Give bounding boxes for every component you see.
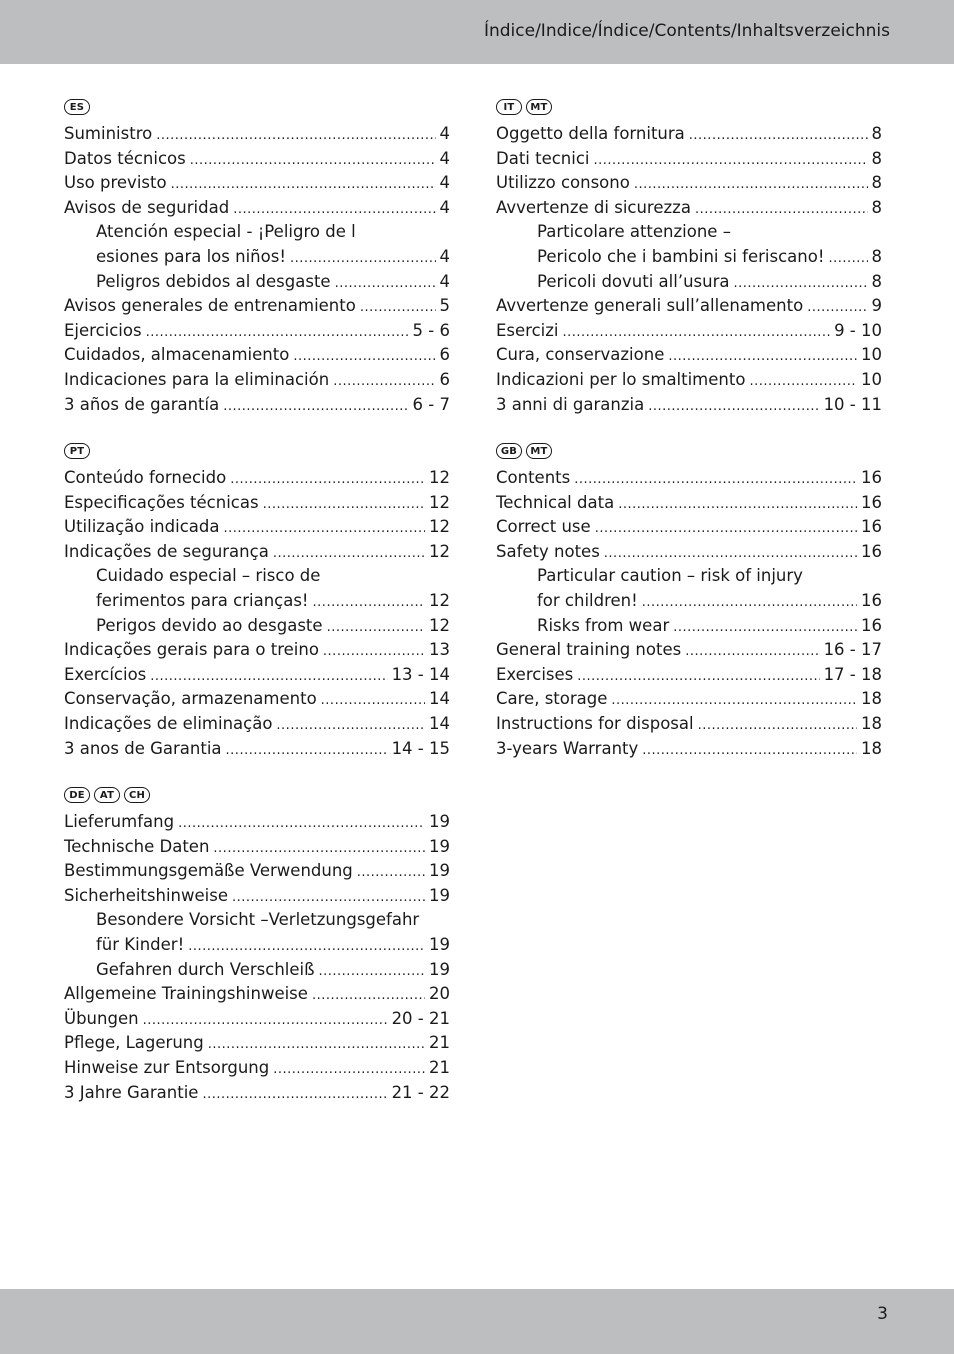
toc-entry[interactable]: 3 anni di garanzia ..... 10 - 11 (496, 395, 882, 420)
toc-entry[interactable]: Correct use ..... 16 (496, 517, 882, 542)
toc-entry[interactable]: Avvertenze di sicurezza ..... 8 (496, 198, 882, 223)
toc-entry[interactable]: Technische Daten ..... 19 (64, 837, 450, 862)
language-badge-mt: MT (526, 99, 552, 115)
toc-entry[interactable]: Safety notes ..... 16 (496, 542, 882, 567)
toc-subentry[interactable]: for children! ..... 16 (496, 591, 882, 616)
language-badge-pt: PT (64, 443, 90, 459)
language-badge-ch: CH (124, 787, 150, 803)
toc-entry[interactable]: Technical data ..... 16 (496, 493, 882, 518)
toc-entry[interactable]: Indicações de eliminação ..... 14 (64, 714, 450, 739)
toc-entry[interactable]: Indicazioni per lo smaltimento ..... 10 (496, 370, 882, 395)
toc-subentry[interactable]: esiones para los niños! ..... 4 (64, 247, 450, 272)
toc-entry[interactable]: Esercizi ..... 9 - 10 (496, 321, 882, 346)
language-badge-it: IT (496, 99, 522, 115)
toc-entry[interactable]: Ejercicios ..... 5 - 6 (64, 321, 450, 346)
toc-entry[interactable]: Indicações de segurança ..... 12 (64, 542, 450, 567)
toc-entry[interactable]: Care, storage ..... 18 (496, 689, 882, 714)
page-title: Índice/Indice/Índice/Contents/Inhaltsverzeichnis (483, 21, 890, 41)
toc-subentry: Besondere Vorsicht –Verletzungsgefahr (96, 910, 420, 930)
toc-entry[interactable]: Bestimmungsgemäße Verwendung ..... 19 (64, 861, 450, 886)
language-badge-mt: MT (526, 443, 552, 459)
toc-subentry: Particolare attenzione – (537, 222, 731, 242)
toc-subentry[interactable]: Pericoli dovuti all’usura ..... 8 (496, 272, 882, 297)
toc-subentry[interactable]: Risks from wear ..... 16 (496, 616, 882, 641)
toc-entry[interactable]: Avvertenze generali sull’allenamento ..... 9 (496, 296, 882, 321)
toc-section-de (64, 784, 450, 1107)
toc-entry[interactable]: Übungen ..... 20 - 21 (64, 1009, 450, 1034)
language-badge-at: AT (94, 787, 120, 803)
toc-entry[interactable]: Utilização indicada ..... 12 (64, 517, 450, 542)
toc-entry[interactable]: Lieferumfang ..... 19 (64, 812, 450, 837)
toc-section-es (64, 96, 450, 419)
toc-entry[interactable]: Indicações gerais para o treino ..... 13 (64, 640, 450, 665)
toc-entry[interactable]: Oggetto della fornitura ..... 8 (496, 124, 882, 149)
toc-entry[interactable]: 3 anos de Garantia ..... 14 - 15 (64, 739, 450, 764)
toc-entry[interactable]: Conteúdo fornecido ..... 12 (64, 468, 450, 493)
toc-entry[interactable]: Pflege, Lagerung ..... 21 (64, 1033, 450, 1058)
toc-subentry[interactable]: Gefahren durch Verschleiß ..... 19 (64, 960, 450, 985)
toc-entry[interactable]: Dati tecnici ..... 8 (496, 149, 882, 174)
toc-section-it (496, 96, 882, 419)
toc-entry[interactable]: Exercícios ..... 13 - 14 (64, 665, 450, 690)
toc-entry[interactable]: Indicaciones para la eliminación ..... 6 (64, 370, 450, 395)
toc-entry[interactable]: Contents ..... 16 (496, 468, 882, 493)
page-number: 3 (877, 1304, 888, 1324)
toc-subentry: Cuidado especial – risco de (96, 566, 321, 586)
toc-entry[interactable]: Avisos generales de entrenamiento ..... 5 (64, 296, 450, 321)
toc-entry[interactable]: Sicherheitshinweise ..... 19 (64, 886, 450, 911)
language-badge-gb: GB (496, 443, 522, 459)
language-badge-de: DE (64, 787, 90, 803)
language-badge-es: ES (64, 99, 90, 115)
toc-entry[interactable]: Avisos de seguridad ..... 4 (64, 198, 450, 223)
toc-section-pt (64, 440, 450, 763)
toc-section-gb (496, 440, 882, 763)
toc-entry[interactable]: 3-years Warranty ..... 18 (496, 739, 882, 764)
toc-subentry[interactable]: ferimentos para crianças! ..... 12 (64, 591, 450, 616)
toc-entry[interactable]: Utilizzo consono ..... 8 (496, 173, 882, 198)
toc-entry[interactable]: Exercises ..... 17 - 18 (496, 665, 882, 690)
toc-entry[interactable]: Conservação, armazenamento ..... 14 (64, 689, 450, 714)
toc-subentry[interactable]: für Kinder! ..... 19 (64, 935, 450, 960)
toc-subentry[interactable]: Perigos devido ao desgaste ..... 12 (64, 616, 450, 641)
toc-entry[interactable]: Suministro ..... 4 (64, 124, 450, 149)
toc-entry[interactable]: Instructions for disposal ..... 18 (496, 714, 882, 739)
toc-subentry: Atención especial - ¡Peligro de l (96, 222, 356, 242)
toc-subentry: Particular caution – risk of injury (537, 566, 803, 586)
toc-entry[interactable]: Cura, conservazione ..... 10 (496, 345, 882, 370)
footer-bar (0, 1289, 954, 1354)
toc-subentry[interactable]: Pericolo che i bambini si feriscano! ..... 8 (496, 247, 882, 272)
toc-entry[interactable]: Hinweise zur Entsorgung ..... 21 (64, 1058, 450, 1083)
header-bar (0, 0, 954, 64)
toc-entry[interactable]: Uso previsto ..... 4 (64, 173, 450, 198)
toc-entry[interactable]: Datos técnicos ..... 4 (64, 149, 450, 174)
toc-subentry[interactable]: Peligros debidos al desgaste ..... 4 (64, 272, 450, 297)
toc-entry[interactable]: 3 Jahre Garantie ..... 21 - 22 (64, 1083, 450, 1108)
toc-entry[interactable]: Cuidados, almacenamiento ..... 6 (64, 345, 450, 370)
toc-entry[interactable]: General training notes ..... 16 - 17 (496, 640, 882, 665)
toc-entry[interactable]: Allgemeine Trainingshinweise ..... 20 (64, 984, 450, 1009)
toc-entry[interactable]: Especificações técnicas ..... 12 (64, 493, 450, 518)
toc-entry[interactable]: 3 años de garantía ..... 6 - 7 (64, 395, 450, 420)
